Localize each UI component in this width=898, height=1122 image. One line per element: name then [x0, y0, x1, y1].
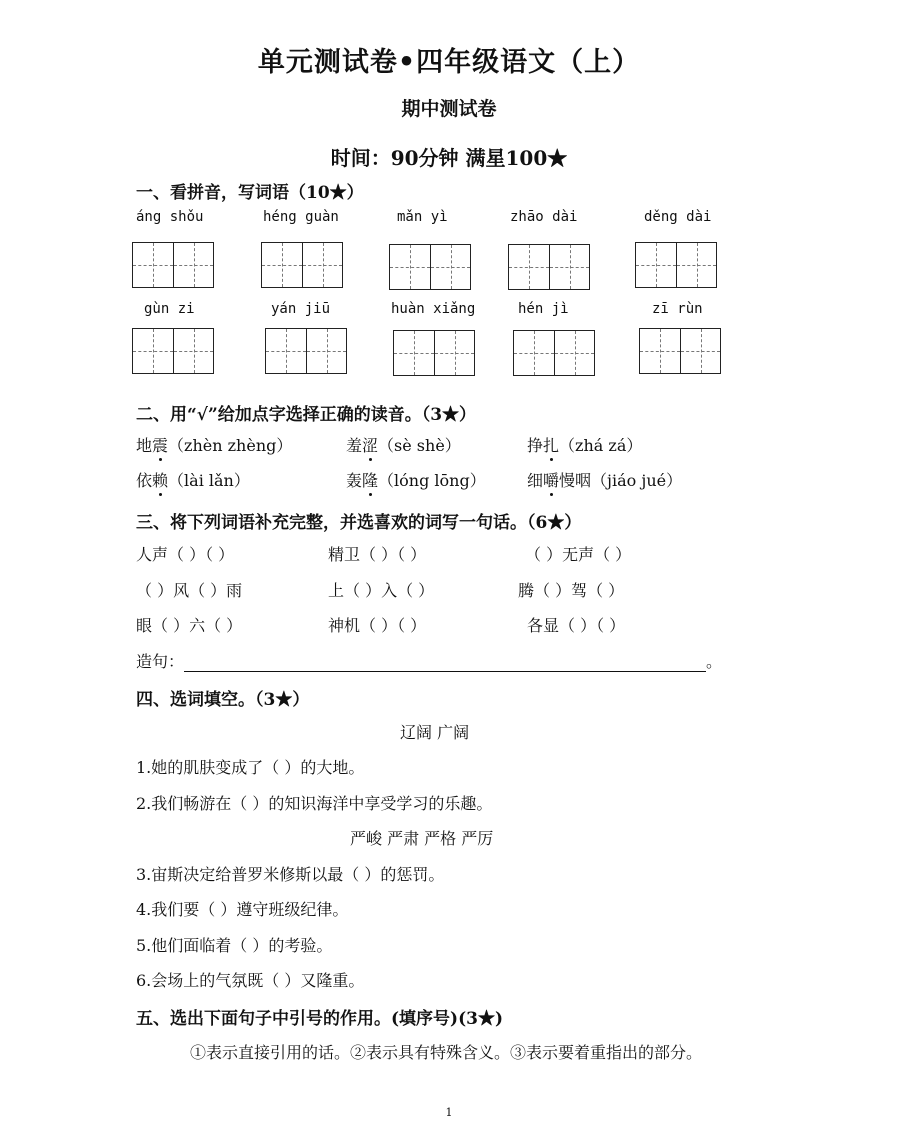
pinyin-10: zī rùn [652, 301, 703, 317]
pronunciation-item[interactable]: 轰隆（lóng lōng） [346, 468, 486, 491]
writing-grid-5[interactable] [635, 242, 717, 288]
writing-grid-1[interactable] [132, 242, 214, 288]
idiom-blank[interactable]: 腾（ ）驾（ ） [518, 581, 625, 600]
pinyin-9: hén jì [518, 301, 569, 317]
idiom-blank[interactable]: 精卫（ ）（ ） [328, 545, 427, 564]
pronunciation-item[interactable]: 羞涩（sè shè） [346, 433, 461, 456]
pinyin-2: héng guàn [263, 209, 339, 225]
writing-grid-9[interactable] [513, 330, 595, 376]
pinyin-6: gùn zi [144, 301, 195, 317]
sentence-input-line[interactable] [184, 653, 706, 672]
pronunciation-item[interactable]: 细嚼慢咽（jiáo jué） [527, 468, 682, 491]
section-4-heading: 四、选词填空。（3★） [136, 690, 310, 710]
pinyin-8: huàn xiǎng [391, 301, 476, 317]
quote-usage-options: ①表示直接引用的话。②表示具有特殊含义。③表示要着重指出的部分。 [190, 1043, 703, 1062]
writing-grid-8[interactable] [393, 330, 475, 376]
word-choices-1: 辽阔 广阔 [400, 723, 470, 742]
section-3-heading: 三、将下列词语补充完整，并选喜欢的词写一句话。（6★） [136, 513, 582, 533]
pinyin-1: áng shǒu [136, 209, 204, 225]
pronunciation-item[interactable]: 挣扎（zhá zá） [527, 433, 642, 456]
question-3[interactable]: 3.宙斯决定给普罗米修斯以最（ ）的惩罚。 [136, 865, 445, 884]
idiom-blank[interactable]: 上（ ）入（ ） [328, 581, 435, 600]
writing-grid-4[interactable] [508, 244, 590, 290]
idiom-blank[interactable]: 人声（ ）（ ） [136, 545, 235, 564]
pinyin-7: yán jiū [271, 301, 331, 317]
pinyin-3: mǎn yì [397, 209, 448, 225]
page-subtitle: 期中测试卷 [401, 98, 497, 120]
idiom-blank[interactable]: （ ）无声（ ） [525, 545, 632, 564]
question-2[interactable]: 2.我们畅游在（ ）的知识海洋中享受学习的乐趣。 [136, 794, 493, 813]
pinyin-5: děng dài [644, 209, 712, 225]
sentence-row: 造句： 。 [136, 652, 723, 671]
pinyin-4: zhāo dài [510, 209, 578, 225]
idiom-blank[interactable]: （ ）风（ ）雨 [136, 581, 243, 600]
pronunciation-item[interactable]: 依赖（lài lǎn） [136, 468, 250, 491]
page-number: 1 [445, 1106, 453, 1119]
section-5-heading: 五、选出下面句子中引号的作用。(填序号)(3★) [136, 1009, 504, 1029]
page-title: 单元测试卷•四年级语文（上） [257, 47, 641, 78]
writing-grid-2[interactable] [261, 242, 343, 288]
writing-grid-6[interactable] [132, 328, 214, 374]
writing-grid-3[interactable] [389, 244, 471, 290]
section-2-heading: 二、用“√”给加点字选择正确的读音。（3★） [136, 405, 477, 425]
section-1-heading: 一、看拼音，写词语（10★） [136, 183, 364, 203]
sentence-label: 造句： [136, 652, 185, 671]
idiom-blank[interactable]: 神机（ ）（ ） [328, 616, 427, 635]
time-and-score: 时间：90分钟 满星100★ [330, 146, 568, 170]
idiom-blank[interactable]: 各显（ ）（ ） [527, 616, 626, 635]
idiom-blank[interactable]: 眼（ ）六（ ） [136, 616, 243, 635]
question-5[interactable]: 5.他们面临着（ ）的考验。 [136, 936, 333, 955]
pronunciation-item[interactable]: 地震（zhèn zhèng） [136, 433, 292, 456]
word-choices-2: 严峻 严肃 严格 严厉 [350, 829, 494, 848]
question-1[interactable]: 1.她的肌肤变成了（ ）的大地。 [136, 758, 365, 777]
question-6[interactable]: 6.会场上的气氛既（ ）又隆重。 [136, 971, 365, 990]
writing-grid-7[interactable] [265, 328, 347, 374]
question-4[interactable]: 4.我们要（ ）遵守班级纪律。 [136, 900, 349, 919]
writing-grid-10[interactable] [639, 328, 721, 374]
